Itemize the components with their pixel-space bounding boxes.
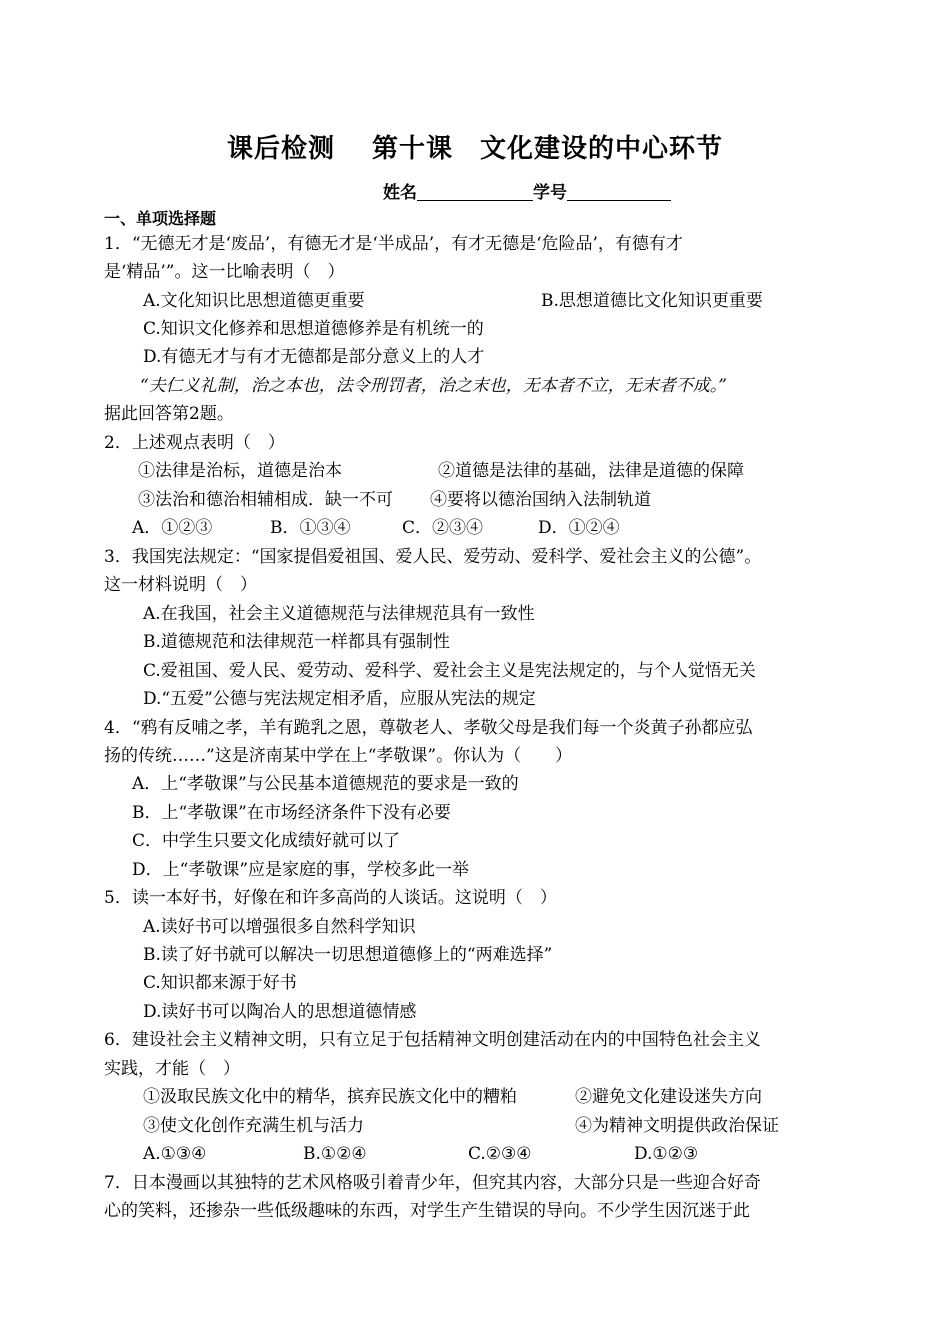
question-6-line-1: 6．建设社会主义精神文明，只有立足于包括精神文明创建活动在内的中国特色社会主义: [104, 1030, 761, 1050]
quote-text: “夫仁义礼制，治之本也，法令刑罚者，治之末也，无本者不立，无末者不成。”: [140, 376, 727, 396]
question-2-statement-4: ④要将以德治国纳入法制轨道: [430, 490, 651, 510]
question-1-option-d: D.有德无才与有才无德都是部分意义上的人才: [143, 347, 485, 367]
question-5-option-d: D.读好书可以陶冶人的思想道德情感: [143, 1002, 417, 1022]
question-1-option-c: C.知识文化修养和思想道德修养是有机统一的: [143, 319, 484, 339]
name-label: 姓名: [383, 183, 417, 203]
question-2-option-d: D．①②④: [538, 518, 620, 538]
student-info-line: [383, 178, 671, 203]
question-1-option-a: A.文化知识比思想道德更重要: [143, 291, 365, 311]
question-3-option-c: C.爱祖国、爱人民、爱劳动、爱科学、爱社会主义是宪法规定的，与个人觉悟无关: [143, 661, 756, 681]
question-6-statement-2: ②避免文化建设迷失方向: [575, 1087, 762, 1107]
question-2-option-c: C．②③④: [402, 518, 484, 538]
question-6-line-2: 实践，才能（ ）: [104, 1059, 240, 1079]
question-6-option-c: C.②③④: [468, 1144, 532, 1164]
question-1-line-1: 1．“无德无才是‘废品’，有德无才是‘半成品’，有才无德是‘危险品’，有德有才: [104, 234, 683, 254]
question-1-line-2: 是‘精品’”。这一比喻表明（ ）: [104, 262, 345, 282]
question-6-option-a: A.①③④: [143, 1144, 207, 1164]
question-1-option-b: B.思想道德比文化知识更重要: [541, 291, 763, 311]
question-2-statement-2: ②道德是法律的基础，法律是道德的保障: [438, 461, 744, 481]
question-2-option-a: A．①②③: [132, 518, 213, 538]
question-2-stem: 2．上述观点表明（ ）: [104, 433, 285, 453]
question-5-option-c: C.知识都来源于好书: [143, 973, 297, 993]
question-3-line-1: 3．我国宪法规定：“国家提倡爱祖国、爱人民、爱劳动、爱科学、爱社会主义的公德”。: [104, 547, 762, 567]
question-4-option-c: C．中学生只要文化成绩好就可以了: [132, 831, 401, 851]
question-5-stem: 5．读一本好书，好像在和许多高尚的人谈话。这说明（ ）: [104, 888, 557, 908]
question-6-option-d: D.①②③: [634, 1144, 699, 1164]
question-3-option-a: A.在我国，社会主义道德规范与法律规范具有一致性: [143, 604, 535, 624]
question-2-statement-3: ③法治和德治相辅相成．缺一不可: [138, 490, 393, 510]
question-3-option-d: D.“五爱”公德与宪法规定相矛盾，应服从宪法的规定: [143, 689, 536, 709]
question-4-option-a: A．上“孝敬课”与公民基本道德规范的要求是一致的: [132, 774, 519, 794]
question-4-option-b: B．上“孝敬课”在市场经济条件下没有必要: [132, 803, 451, 823]
section-heading: 一、单项选择题: [104, 209, 217, 228]
question-5-option-b: B.读了好书就可以解决一切思想道德修上的“两难选择”: [143, 945, 553, 965]
question-4-line-2: 扬的传统……”这是济南某中学在上“孝敬课”。你认为（ ）: [104, 746, 573, 766]
question-6-option-b: B.①②④: [303, 1144, 367, 1164]
id-blank: [567, 182, 671, 201]
question-2-statement-1: ①法律是治标，道德是治本: [138, 461, 342, 481]
question-6-statement-3: ③使文化创作充满生机与活力: [143, 1116, 364, 1136]
question-7-line-2: 心的笑料，还掺杂一些低级趣味的东西，对学生产生错误的导向。不少学生因沉迷于此: [104, 1201, 750, 1221]
question-6-statement-1: ①汲取民族文化中的精华，摈弃民族文化中的糟粕: [143, 1087, 517, 1107]
question-3-line-2: 这一材料说明（ ）: [104, 575, 257, 595]
question-4-option-d: D．上“孝敬课”应是家庭的事，学校多此一举: [132, 860, 470, 880]
id-label: 学号: [533, 183, 567, 203]
question-3-option-b: B.道德规范和法律规范一样都具有强制性: [143, 632, 450, 652]
page-title: 课后检测 第十课 文化建设的中心环节: [226, 134, 724, 164]
question-6-statement-4: ④为精神文明提供政治保证: [575, 1116, 779, 1136]
question-5-option-a: A.读好书可以增强很多自然科学知识: [143, 917, 416, 937]
name-blank: [417, 182, 533, 201]
quote-instruction: 据此回答第2题。: [104, 404, 234, 424]
question-7-line-1: 7．日本漫画以其独特的艺术风格吸引着青少年，但究其内容，大部分只是一些迎合好奇: [104, 1173, 761, 1193]
question-2-option-b: B．①③④: [270, 518, 351, 538]
question-4-line-1: 4．“鸦有反哺之孝，羊有跪乳之恩，尊敬老人、孝敬父母是我们每一个炎黄子孙都应弘: [104, 718, 753, 738]
